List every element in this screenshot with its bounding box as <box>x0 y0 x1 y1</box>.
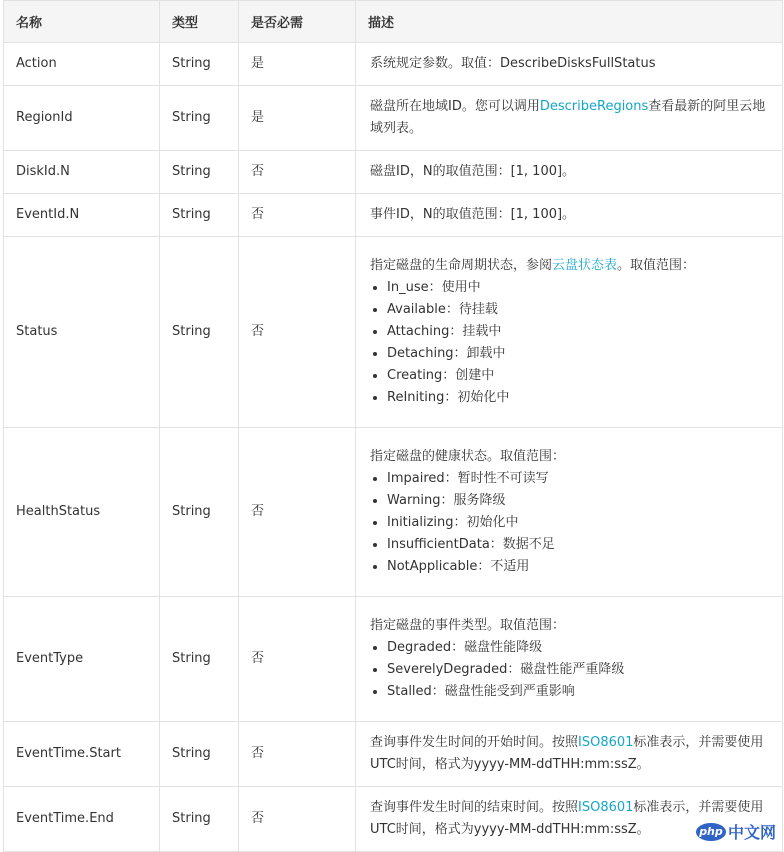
table-row <box>4 597 783 722</box>
param-required-cell: 是 <box>239 43 356 86</box>
param-name-cell: Status <box>4 237 160 428</box>
param-name-cell: EventTime.End <box>4 787 160 852</box>
table-row <box>4 722 783 787</box>
table-header-row <box>4 1 783 43</box>
description-text <box>370 615 770 637</box>
description-segment: 事件ID，N的取值范围：[1, 100]。 <box>370 207 576 222</box>
param-type-cell: String <box>160 194 239 237</box>
description-text <box>370 446 770 468</box>
description-segment: 磁盘ID，N的取值范围：[1, 100]。 <box>370 164 576 179</box>
description-text <box>370 204 770 226</box>
param-description-cell <box>356 722 783 787</box>
param-description-cell <box>356 43 783 86</box>
param-type-cell: String <box>160 86 239 151</box>
param-name-cell: HealthStatus <box>4 428 160 597</box>
parameter-table <box>3 0 783 852</box>
watermark-text: 中文网 <box>727 823 776 842</box>
param-required-cell: 否 <box>239 722 356 787</box>
value-list-item: Initializing：初始化中 <box>370 512 770 534</box>
param-type-cell: String <box>160 43 239 86</box>
column-header-required: 是否必需 <box>239 1 356 43</box>
param-required-cell: 否 <box>239 237 356 428</box>
param-required-cell: 否 <box>239 151 356 194</box>
table-row <box>4 151 783 194</box>
description-segment: 查询事件发生时间的结束时间。按照 <box>370 800 579 815</box>
description-text <box>370 732 770 776</box>
description-segment: 指定磁盘的生命周期状态，参阅 <box>370 258 553 273</box>
column-header-description: 描述 <box>356 1 783 43</box>
param-required-cell: 否 <box>239 597 356 722</box>
doc-link[interactable]: ISO8601 <box>578 800 634 815</box>
table-body <box>4 43 783 852</box>
description-text <box>370 161 770 183</box>
value-list-item: Attaching：挂载中 <box>370 321 770 343</box>
table-row <box>4 428 783 597</box>
table-row <box>4 787 783 852</box>
param-name-cell: EventId.N <box>4 194 160 237</box>
value-list-item: ReIniting：初始化中 <box>370 387 770 409</box>
column-header-type: 类型 <box>160 1 239 43</box>
table-row <box>4 43 783 86</box>
php-logo: php <box>696 823 726 841</box>
value-list-item: Warning：服务降级 <box>370 490 770 512</box>
param-name-cell: Action <box>4 43 160 86</box>
description-segment: 。取值范围： <box>617 258 696 273</box>
param-required-cell: 否 <box>239 428 356 597</box>
doc-link[interactable]: 云盘状态表 <box>552 258 618 273</box>
doc-link[interactable]: ISO8601 <box>578 735 634 750</box>
param-name-cell: EventTime.Start <box>4 722 160 787</box>
value-list-item: Stalled：磁盘性能受到严重影响 <box>370 681 770 703</box>
param-name-cell: RegionId <box>4 86 160 151</box>
description-segment: 标准表示，并需要使用UTC时间，格式为yyyy-MM-ddTHH:mm:ssZ。 <box>370 800 764 837</box>
column-header-name: 名称 <box>4 1 160 43</box>
param-type-cell: String <box>160 428 239 597</box>
value-list <box>370 637 770 703</box>
value-list-item: Detaching：卸载中 <box>370 343 770 365</box>
description-text <box>370 96 770 140</box>
watermark <box>696 820 776 843</box>
table-row <box>4 86 783 151</box>
param-description-cell <box>356 86 783 151</box>
value-list-item: Available：待挂载 <box>370 299 770 321</box>
description-segment: 查询事件发生时间的开始时间。按照 <box>370 735 579 750</box>
description-segment: 查看最新的阿里云地域列表。 <box>370 99 766 136</box>
description-text <box>370 255 770 277</box>
value-list <box>370 277 770 409</box>
param-type-cell: String <box>160 237 239 428</box>
description-text <box>370 53 770 75</box>
param-name-cell: EventType <box>4 597 160 722</box>
description-segment: 磁盘所在地域ID。您可以调用 <box>370 99 540 114</box>
doc-link[interactable]: DescribeRegions <box>539 99 649 114</box>
param-description-cell <box>356 237 783 428</box>
param-type-cell: String <box>160 722 239 787</box>
value-list-item: In_use：使用中 <box>370 277 770 299</box>
description-segment: 系统规定参数。取值：DescribeDisksFullStatus <box>370 56 656 71</box>
param-type-cell: String <box>160 151 239 194</box>
param-required-cell: 否 <box>239 194 356 237</box>
param-type-cell: String <box>160 787 239 852</box>
description-segment: 指定磁盘的事件类型。取值范围： <box>370 618 566 633</box>
value-list-item: Impaired：暂时性不可读写 <box>370 468 770 490</box>
value-list <box>370 468 770 578</box>
table-row <box>4 194 783 237</box>
value-list-item: NotApplicable：不适用 <box>370 556 770 578</box>
param-description-cell <box>356 194 783 237</box>
param-required-cell: 是 <box>239 86 356 151</box>
description-segment: 标准表示，并需要使用UTC时间，格式为yyyy-MM-ddTHH:mm:ssZ。 <box>370 735 764 772</box>
table-row <box>4 237 783 428</box>
param-description-cell <box>356 597 783 722</box>
value-list-item: SeverelyDegraded：磁盘性能严重降级 <box>370 659 770 681</box>
param-description-cell <box>356 151 783 194</box>
description-segment: 指定磁盘的健康状态。取值范围： <box>370 449 566 464</box>
value-list-item: Creating：创建中 <box>370 365 770 387</box>
value-list-item: InsufficientData：数据不足 <box>370 534 770 556</box>
param-name-cell: DiskId.N <box>4 151 160 194</box>
param-required-cell: 否 <box>239 787 356 852</box>
param-description-cell <box>356 428 783 597</box>
value-list-item: Degraded：磁盘性能降级 <box>370 637 770 659</box>
param-type-cell: String <box>160 597 239 722</box>
